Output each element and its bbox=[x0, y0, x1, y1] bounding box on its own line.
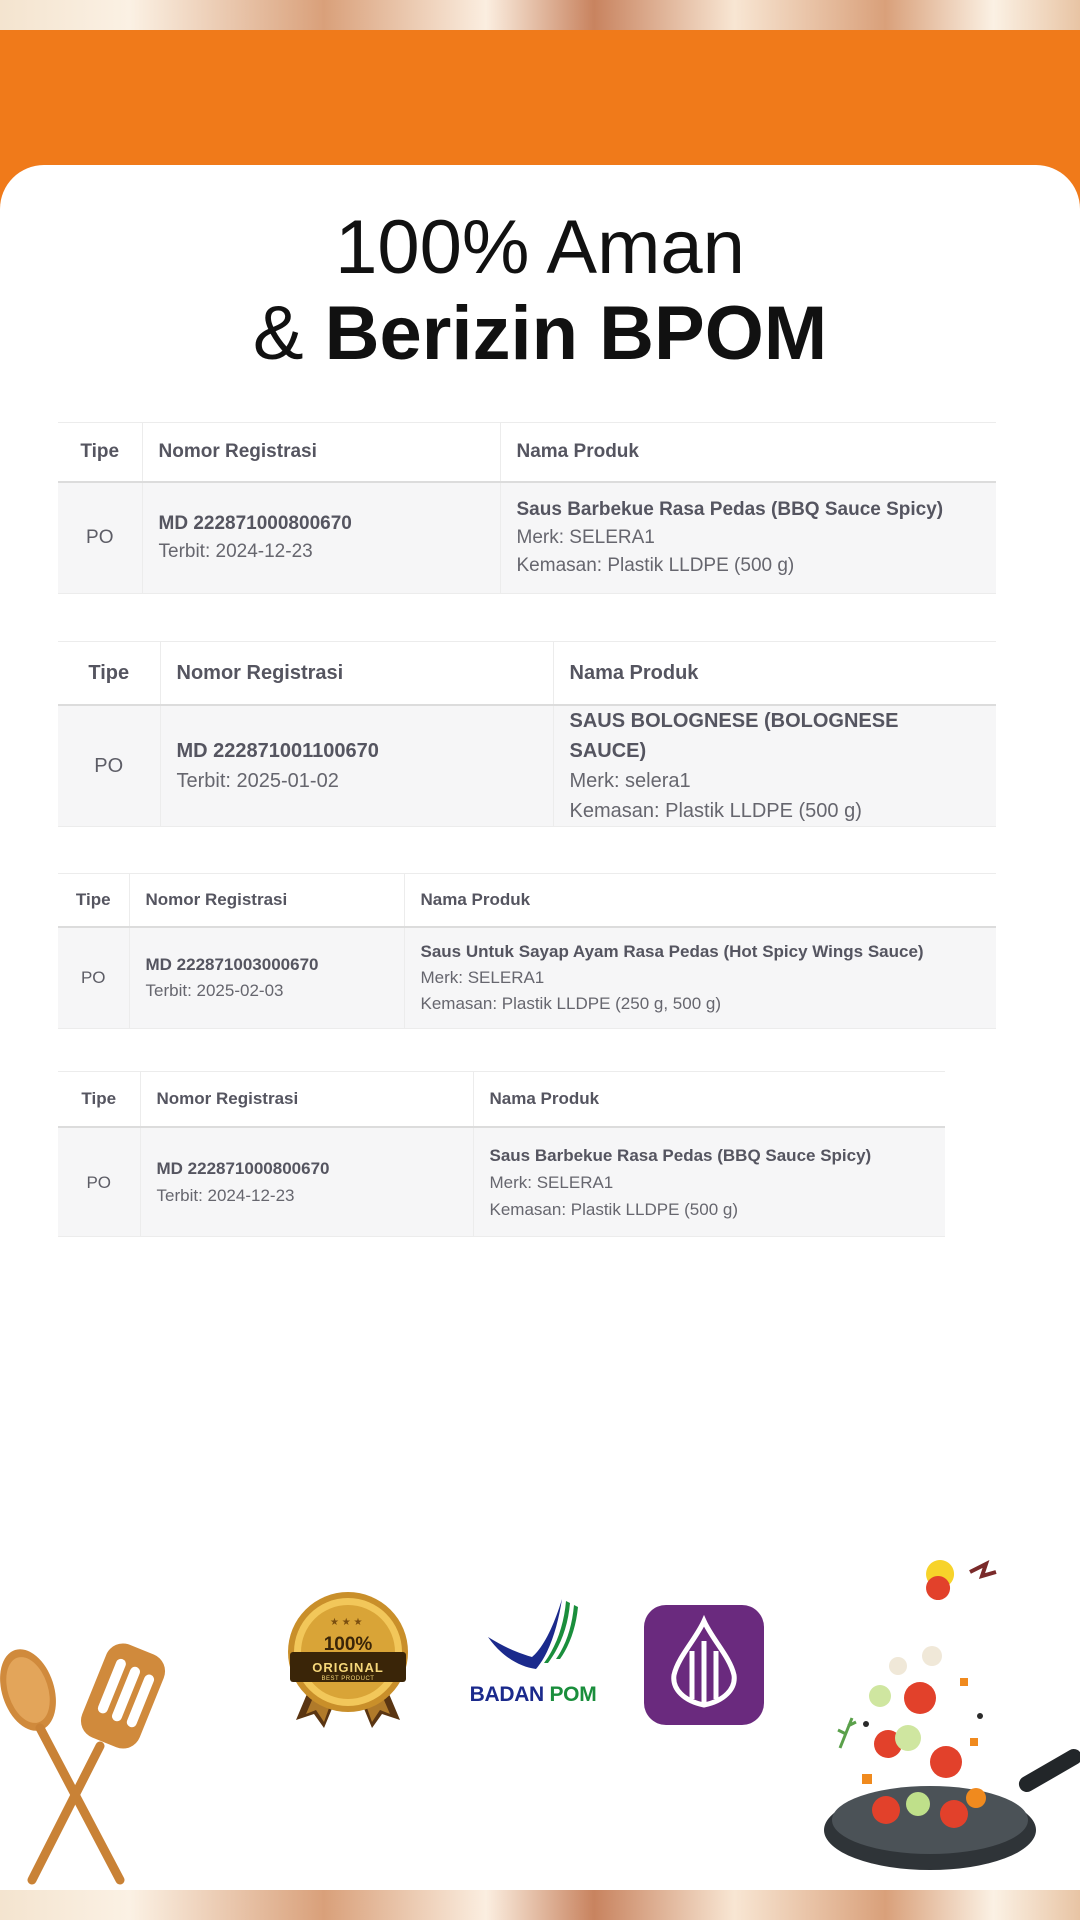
cell-registration bbox=[142, 482, 500, 594]
title-line-2 bbox=[0, 291, 1080, 377]
page-title bbox=[0, 205, 1080, 377]
table-header-row bbox=[58, 423, 996, 483]
product-packaging: Kemasan: Plastik LLDPE (250 g, 500 g) bbox=[420, 994, 721, 1013]
bpom-label-pom: POM bbox=[549, 1683, 597, 1706]
product-name: Saus Barbekue Rasa Pedas (BBQ Sauce Spicy) bbox=[489, 1145, 872, 1165]
cell-registration bbox=[140, 1127, 473, 1237]
table-header-row bbox=[58, 1072, 945, 1128]
issue-date: Terbit: 2024-12-23 bbox=[156, 1186, 295, 1205]
pan-graphic bbox=[820, 1548, 1080, 1888]
original-seal-icon bbox=[282, 1590, 414, 1728]
seal-word: ORIGINAL bbox=[312, 1660, 384, 1675]
bpom-label bbox=[462, 1683, 604, 1707]
cell-product bbox=[473, 1127, 945, 1237]
title-bold-text: Berizin BPOM bbox=[324, 291, 828, 376]
header-nomor-registrasi: Nomor Registrasi bbox=[160, 642, 553, 706]
cell-tipe: PO bbox=[58, 705, 160, 827]
header-nama-produk: Nama Produk bbox=[500, 423, 996, 483]
registration-number: MD 222871001100670 bbox=[176, 740, 379, 762]
bpom-logo-icon bbox=[462, 1595, 604, 1713]
decorative-bottom-strip bbox=[0, 1890, 1080, 1920]
table-row bbox=[58, 1127, 945, 1237]
seal-percent: 100% bbox=[323, 1634, 373, 1655]
header-nomor-registrasi: Nomor Registrasi bbox=[140, 1072, 473, 1128]
product-packaging: Kemasan: Plastik LLDPE (500 g) bbox=[516, 555, 795, 576]
table-row bbox=[58, 927, 996, 1029]
registration-table-4 bbox=[58, 1071, 945, 1237]
product-brand: Merk: SELERA1 bbox=[516, 527, 655, 548]
table-row bbox=[58, 482, 996, 594]
header-tipe: Tipe bbox=[58, 642, 160, 706]
title-line-1: 100% Aman bbox=[335, 205, 745, 290]
product-packaging: Kemasan: Plastik LLDPE (500 g) bbox=[489, 1199, 739, 1219]
issue-date: Terbit: 2024-12-23 bbox=[158, 541, 313, 562]
halal-logo-icon bbox=[644, 1605, 764, 1725]
spatulas-graphic bbox=[0, 1628, 180, 1888]
product-name: SAUS BOLOGNESE (BOLOGNESE SAUCE) bbox=[569, 710, 899, 762]
halal-logo-graphic bbox=[644, 1605, 764, 1725]
header-tipe: Tipe bbox=[58, 423, 142, 483]
svg-text:★ ★ ★: ★ ★ ★ bbox=[330, 1617, 363, 1628]
cell-tipe: PO bbox=[58, 927, 129, 1029]
product-brand: Merk: SELERA1 bbox=[420, 968, 545, 987]
title-ampersand: & bbox=[252, 291, 325, 376]
product-brand: Merk: SELERA1 bbox=[489, 1172, 614, 1192]
header-nomor-registrasi: Nomor Registrasi bbox=[129, 874, 404, 928]
header-nomor-registrasi: Nomor Registrasi bbox=[142, 423, 500, 483]
registration-number: MD 222871000800670 bbox=[156, 1159, 330, 1178]
table-header-row bbox=[58, 874, 996, 928]
bpom-label-badan: BADAN bbox=[469, 1683, 550, 1706]
registration-number: MD 222871000800670 bbox=[158, 513, 352, 534]
header-nama-produk: Nama Produk bbox=[473, 1072, 945, 1128]
cell-registration bbox=[160, 705, 553, 827]
table-row bbox=[58, 705, 996, 827]
cell-tipe: PO bbox=[58, 482, 142, 594]
seal-subtext: BEST PRODUCT bbox=[321, 1676, 375, 1682]
registration-table-1 bbox=[58, 422, 996, 594]
cell-product bbox=[553, 705, 996, 827]
product-name: Saus Barbekue Rasa Pedas (BBQ Sauce Spicy) bbox=[516, 499, 944, 520]
registration-table-3 bbox=[58, 873, 996, 1029]
product-name: Saus Untuk Sayap Ayam Rasa Pedas (Hot Spicy Wings Sauce) bbox=[420, 942, 924, 961]
header-nama-produk: Nama Produk bbox=[404, 874, 996, 928]
original-seal-graphic bbox=[282, 1590, 414, 1728]
product-packaging: Kemasan: Plastik LLDPE (500 g) bbox=[569, 800, 862, 822]
registration-table-2 bbox=[58, 641, 996, 827]
cell-registration bbox=[129, 927, 404, 1029]
wooden-spatulas-icon bbox=[0, 1628, 180, 1888]
header-tipe: Tipe bbox=[58, 1072, 140, 1128]
cell-product bbox=[500, 482, 996, 594]
cell-tipe: PO bbox=[58, 1127, 140, 1237]
header-nama-produk: Nama Produk bbox=[553, 642, 996, 706]
frying-pan-vegetables-icon bbox=[820, 1548, 1080, 1888]
decorative-top-strip bbox=[0, 0, 1080, 30]
issue-date: Terbit: 2025-01-02 bbox=[176, 770, 339, 792]
header-tipe: Tipe bbox=[58, 874, 129, 928]
product-brand: Merk: selera1 bbox=[569, 770, 691, 792]
cell-product bbox=[404, 927, 996, 1029]
issue-date: Terbit: 2025-02-03 bbox=[145, 981, 284, 1000]
registration-number: MD 222871003000670 bbox=[145, 955, 319, 974]
bpom-swoosh-graphic bbox=[462, 1595, 604, 1685]
table-header-row bbox=[58, 642, 996, 706]
